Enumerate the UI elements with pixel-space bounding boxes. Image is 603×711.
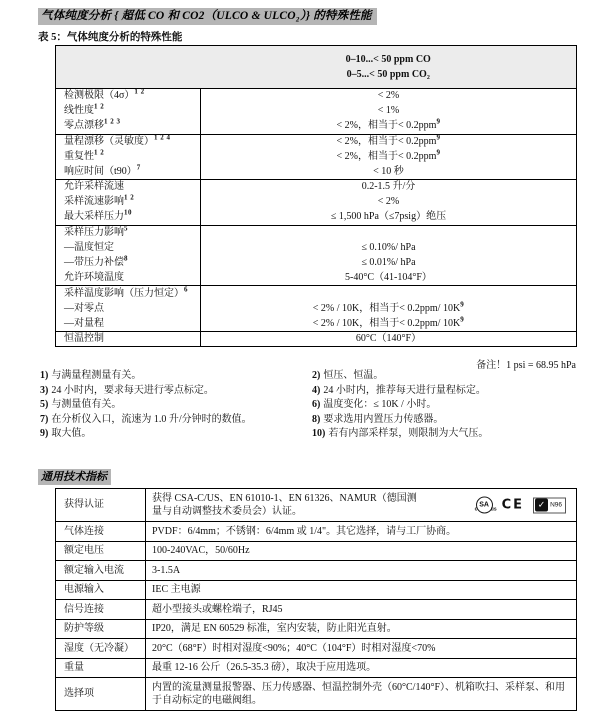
footnote-number: 3)	[40, 384, 49, 396]
psi-conversion-note: 备注！1 psi = 68.95 hPa	[476, 360, 576, 371]
table-row	[56, 149, 577, 164]
c-tick-n96-icon	[533, 497, 566, 513]
value-text: < 2% / 10K，相当于< 0.2ppm/ 10K	[312, 302, 461, 314]
spec-group-thermostat	[56, 332, 577, 347]
spec-label: 重量	[64, 662, 84, 673]
label-text: —温度恒定	[64, 241, 114, 253]
label-text: 最大采样压力	[64, 211, 124, 223]
spec-label: 额定电压	[64, 545, 104, 556]
spec-label: 电源输入	[64, 584, 104, 595]
footnote-number: 8)	[312, 413, 321, 425]
footnote-number: 7)	[40, 413, 49, 425]
value-text: ≤ 0.10%/ hPa	[361, 241, 416, 253]
spec-value: PVDF：6/4mm；不锈钢：6/4mm 或 1/4"。其它选择，请与工厂协商。	[146, 522, 577, 542]
footnote-number: 4)	[312, 384, 321, 396]
spec-label	[56, 180, 201, 195]
footnote-ref: 1 2 3	[104, 117, 121, 126]
general-specs-table	[55, 488, 577, 711]
spec-label: 气体连接	[64, 525, 104, 537]
value-text: < 2% / 10K，相当于< 0.2ppm/ 10K	[312, 317, 461, 329]
spec-label	[56, 316, 201, 331]
label-text: —对零点	[64, 302, 104, 314]
header-range-co2: 0–5...< 50 ppm CO₂	[346, 69, 430, 80]
csa-sub-us: us	[490, 506, 497, 512]
spec-value	[201, 210, 577, 225]
footnote-text: 恒压、恒温。	[323, 370, 384, 381]
label-text: 恒温控制	[64, 333, 104, 345]
spec-label	[56, 134, 201, 149]
value-text: < 2%	[377, 90, 400, 102]
table-row	[56, 119, 577, 134]
spec-group-sampling-temperature	[56, 286, 577, 332]
value-text: 获得 CSA-C/US、EN 61010-1、EN 61326、NAMUR（德国测量与自动调整技术委员会）认证。	[152, 492, 417, 517]
footnote-ref: 6	[184, 285, 188, 294]
footnote-number: 1)	[40, 370, 49, 381]
spec-group-detection	[56, 89, 577, 135]
spec-label	[56, 195, 201, 210]
spec-group-sampling-pressure	[56, 225, 577, 286]
table-row	[56, 164, 577, 179]
label-text: 重复性	[64, 150, 94, 162]
table-row	[56, 639, 577, 659]
table-row	[56, 195, 577, 210]
table-row	[56, 619, 577, 639]
footnote-item	[312, 429, 576, 439]
spec-value	[201, 301, 577, 316]
footnote-item	[312, 415, 576, 425]
spec-value	[201, 316, 577, 331]
spec-label	[56, 332, 201, 347]
table-row	[56, 180, 577, 195]
table-row	[56, 89, 577, 104]
c-tick-check-icon: ✓	[535, 499, 548, 512]
value-text: 0.2-1.5 升/分	[361, 181, 416, 193]
footnote-ref: 9	[436, 148, 441, 157]
label-text: 量程漂移（灵敏度）	[64, 135, 154, 147]
spec-table-header-row	[56, 46, 577, 89]
spec-value	[201, 256, 577, 271]
spec-table-header-range	[201, 46, 577, 89]
spec-value	[146, 489, 577, 522]
spec-value	[201, 89, 577, 104]
footnote-text: 24 小时内，推荐每天进行量程标定。	[323, 384, 486, 396]
spec-label	[56, 119, 201, 134]
footnote-ref: 9	[460, 315, 465, 324]
label-text: —带压力补偿	[64, 257, 124, 269]
label-text: —对量程	[64, 317, 104, 329]
spec-value	[201, 164, 577, 179]
value-text: < 2%，相当于< 0.2ppm	[336, 135, 437, 147]
footnote-text: 24 小时内，要求每天进行零点标定。	[51, 384, 214, 396]
csa-certification-icon	[474, 497, 497, 514]
footnote-ref: 1 2	[124, 194, 135, 203]
footnote-item	[40, 400, 312, 410]
footnote-ref: 9	[460, 300, 465, 309]
spec-value: IP20，满足 EN 60529 标准，室内安装，防止阳光直射。	[146, 619, 577, 639]
footnote-text: 在分析仪入口，流速为 1.0 升/分钟时的数值。	[51, 413, 252, 425]
spec-value: 最重 12-16 公斤（26.5-35.3 磅），取决于应用选项。	[146, 658, 577, 678]
value-text: 5-40°C（41-104°F）	[345, 272, 432, 284]
footnote-ref: 1 2	[94, 102, 105, 111]
table-row	[56, 522, 577, 542]
table-row	[56, 104, 577, 119]
table-row	[56, 256, 577, 271]
footnote-item	[312, 386, 576, 396]
footnote-item	[312, 371, 576, 381]
footnote-ref: 1 2	[94, 148, 105, 157]
footnote-text: 取大值。	[51, 428, 92, 439]
spec-label	[56, 104, 201, 119]
footnote-item	[40, 429, 312, 439]
spec-value: IEC 主电源	[146, 580, 577, 600]
spec-value	[201, 195, 577, 210]
spec-label: 获得认证	[64, 499, 104, 511]
label-text: 响应时间（t90）	[64, 165, 137, 177]
value-text: < 2%，相当于< 0.2ppm	[336, 150, 437, 162]
spec-label	[56, 89, 201, 104]
footnote-text: 若有内部采样泵，则限制为大气压。	[328, 428, 489, 439]
footnote-item	[312, 400, 576, 410]
value-text: 60°C（140°F）	[355, 333, 422, 345]
table-row	[56, 541, 577, 561]
spec-value: 100-240VAC，50/60Hz	[146, 541, 577, 561]
label-text: 采样温度影响（压力恒定）	[64, 287, 184, 299]
table-row	[56, 134, 577, 149]
table-row	[56, 580, 577, 600]
value-text: ≤ 0.01%/ hPa	[361, 257, 416, 269]
table-row	[56, 271, 577, 286]
spec-label	[56, 301, 201, 316]
footnote-ref: 1 2 4	[154, 133, 171, 142]
table-row	[56, 286, 577, 301]
spec-label: 防护等级	[64, 623, 104, 634]
table-row	[56, 489, 577, 522]
spec-label	[56, 240, 201, 255]
footnote-ref: 1 2	[134, 88, 145, 97]
footnote-ref: 8	[124, 254, 128, 263]
spec-label: 湿度（无冷凝）	[64, 642, 134, 654]
spec-label	[56, 286, 201, 301]
table-row	[56, 658, 577, 678]
footnote-text: 与测量值有关。	[51, 399, 122, 410]
footnote-number: 6)	[312, 399, 321, 410]
csa-monogram: SA	[479, 501, 489, 509]
ce-mark-icon: CE	[501, 497, 525, 513]
label-text: 允许环境温度	[64, 272, 124, 284]
spec-value: 20°C（68°F）时相对湿度<90%；40°C（104°F）时相对湿度<70%	[146, 639, 577, 659]
footnote-ref: 9	[436, 117, 441, 126]
footnote-item	[40, 371, 312, 381]
spec-group-drift	[56, 134, 577, 180]
footnote-text: 温度变化：≤ 10K / 小时。	[323, 399, 437, 410]
table-row	[56, 561, 577, 581]
spec-label: 信号连接	[64, 603, 104, 615]
table-row	[56, 225, 577, 240]
table-row	[56, 316, 577, 331]
footnote-ref: 7	[136, 163, 141, 172]
label-text: 允许采样流速	[64, 181, 124, 193]
spec-value: 3-1.5A	[146, 561, 577, 581]
footnote-text: 与满量程测量有关。	[51, 370, 142, 381]
spec-table-header-empty-cell	[56, 46, 201, 89]
value-text: < 10 秒	[373, 165, 404, 177]
spec-table	[55, 45, 577, 347]
value-text: < 1%	[377, 105, 400, 117]
table-row	[56, 678, 577, 711]
c-tick-label: N96	[550, 501, 562, 509]
label-text: 采样压力影响	[64, 227, 124, 239]
spec-value	[201, 149, 577, 164]
table-row	[56, 240, 577, 255]
footnote-item	[40, 415, 312, 425]
value-text: < 2%，相当于< 0.2ppm	[336, 120, 437, 132]
general-specs-title: 通用技术指标	[38, 469, 111, 485]
table5-caption: 表 5：气体纯度分析的特殊性能	[38, 32, 183, 43]
spec-value	[201, 104, 577, 119]
footnote-list	[40, 371, 576, 439]
label-text: 采样流速影响	[64, 196, 124, 208]
footnote-number: 9)	[40, 428, 49, 439]
label-text: 检测极限（4σ）	[64, 90, 135, 102]
spec-value: 超小型接头或螺栓端子，RJ45	[146, 600, 577, 620]
header-range-co: 0–10...< 50 ppm CO	[345, 54, 431, 65]
footnote-number: 2)	[312, 370, 321, 381]
page-title: 气体纯度分析 { 超低 CO 和 CO2（ULCO & ULCO₂）} 的特殊性能	[38, 8, 377, 25]
label-text: 零点漂移	[64, 120, 104, 132]
footnote-number: 5)	[40, 399, 49, 410]
footnote-ref: 10	[124, 209, 132, 218]
table-row	[56, 210, 577, 225]
spec-label	[56, 256, 201, 271]
value-text: ≤ 1,500 hPa（≤7psig）绝压	[330, 211, 447, 223]
csa-sub-c: c	[474, 506, 478, 512]
spec-value	[201, 134, 577, 149]
value-text: < 2%	[377, 196, 400, 208]
table-row	[56, 332, 577, 347]
spec-label: 选择项	[64, 688, 94, 700]
table-row	[56, 301, 577, 316]
spec-value	[201, 119, 577, 134]
footnote-number: 10)	[312, 428, 326, 439]
spec-label	[56, 164, 201, 179]
spec-value	[201, 240, 577, 255]
spec-value	[201, 180, 577, 195]
spec-value	[201, 271, 577, 286]
spec-value	[201, 332, 577, 347]
spec-value	[201, 286, 577, 301]
spec-label	[56, 271, 201, 286]
table-row	[56, 600, 577, 620]
footnote-ref: 5	[124, 224, 128, 233]
spec-label	[56, 210, 201, 225]
spec-label	[56, 225, 201, 240]
footnote-text: 要求选用内置压力传感器。	[323, 413, 444, 425]
certification-icons	[476, 497, 566, 514]
footnote-item	[40, 386, 312, 396]
spec-value	[201, 225, 577, 240]
spec-group-sampling-flow	[56, 180, 577, 226]
label-text: 线性度	[64, 105, 94, 117]
spec-label	[56, 149, 201, 164]
spec-value: 内置的流量测量报警器、压力传感器、恒温控制外壳（60°C/140°F）、机箱吹扫、采样泵、和用于自动标定的电磁阀组。	[146, 678, 577, 711]
spec-label: 额定输入电流	[64, 564, 124, 576]
footnote-ref: 9	[436, 133, 441, 142]
